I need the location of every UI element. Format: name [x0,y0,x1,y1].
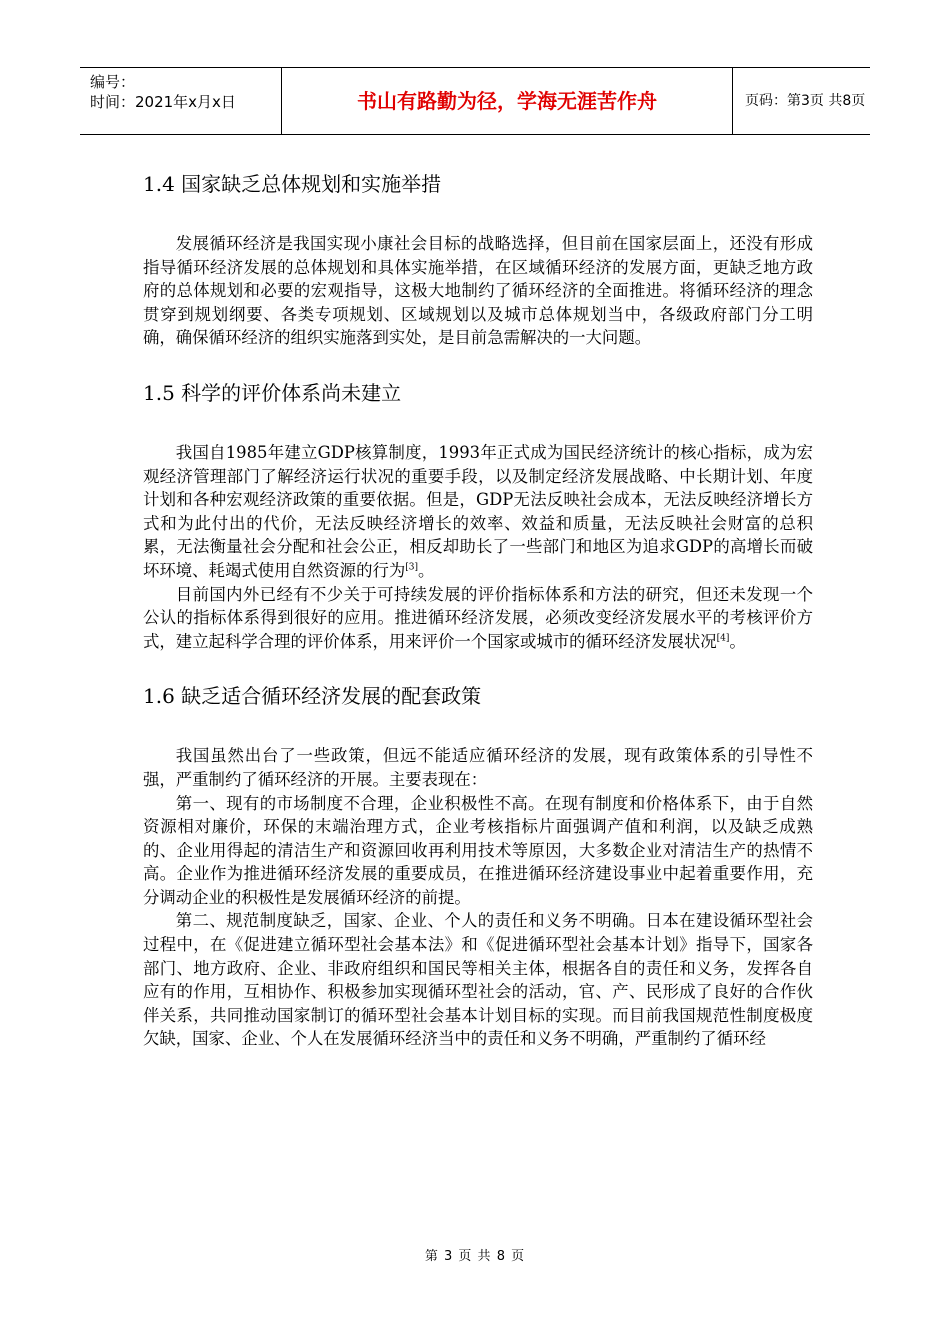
paragraph: 第二、规范制度缺乏，国家、企业、个人的责任和义务不明确。日本在建设循环型社会过程中，在《促进建立循环型社会基本法》和《促进循环型社会基本计划》指导下，国家各部门、地方政府、企业、非政府组织和国民等相关主体，根据各自的责任和义务，发挥各自应有的作用，互相协作、积极参加实现循环型社会的活动，官、产、民形成了良好的合作伙伴关系，共同推动国家制订的循环型社会基本计划目标的实现。而目前我国规范性制度极度欠缺，国家、企业、个人在发展循环经济当中的责任和义务不明确，严重制约了循环经 [143,911,813,1049]
paragraph-text: 目前国内外已经有不少关于可持续发展的评价指标体系和方法的研究，但还未发现一个公认的指标体系得到很好的应用。推进循环经济发展，必须改变经济发展水平的考核评价方式，建立起科学合理的评价体系，用来评价一个国家或城市的循环经济发展状况 [143,584,813,651]
section-heading: 1.6 缺乏适合循环经济发展的配套政策 [143,684,482,709]
header-motto: 书山有路勤为径，学海无涯苦作舟 [282,68,733,134]
paragraph: 我国虽然出台了一些政策，但远不能适应循环经济的发展，现有政策体系的引导性不强，严重制约了循环经济的开展。主要表现在： [143,746,813,789]
paragraph: 第一、现有的市场制度不合理，企业积极性不高。在现有制度和价格体系下，由于自然资源相对廉价，环保的末端治理方式，企业考核指标片面强调产值和利润，以及缺乏成熟的、企业用得起的清洁生产和资源回收再利用技术等原因，大多数企业对清洁生产的热情不高。企业作为推进循环经济发展的重要成员，在推进循环经济建设事业中起着重要作用，充分调动企业的积极性是发展循环经济的前提。 [143,793,813,907]
paragraph [143,441,813,583]
page-header [80,67,870,135]
header-meta [80,68,282,134]
paragraph-end: 。 [418,560,435,580]
paragraph-text: 我国自1985年建立GDP核算制度，1993年正式成为国民经济统计的核心指标，成为宏观经济管理部门了解经济运行状况的重要手段，以及制定经济发展战略、中长期计划、年度计划和各种宏观经济政策的重要依据。但是，GDP无法反映社会成本，无法反映经济增长方式和为此付出的代价，无法反映经济增长的效率、效益和质量，无法反映社会财富的总积累，无法衡量社会分配和社会公正，相反却助长了一些部门和地区为追求GDP的高增长而破坏环境、耗竭式使用自然资源的行为 [143,442,813,580]
document-body [143,168,813,1051]
paragraph [143,583,813,654]
paragraph-end: 。 [729,631,746,651]
page-footer: 第 3 页 共 8 页 [424,1249,526,1264]
header-time-label: 时间：2021年x月x日 [90,93,236,111]
section-heading: 1.4 国家缺乏总体规划和实施举措 [143,172,442,196]
section-heading: 1.5 科学的评价体系尚未建立 [143,380,402,405]
paragraph: 发展循环经济是我国实现小康社会目标的战略选择，但目前在国家层面上，还没有形成指导循环经济发展的总体规划和具体实施举措，在区域循环经济的发展方面，更缺乏地方政府的总体规划和必要的宏观指导，这极大地制约了循环经济的全面推进。将循环经济的理念贯穿到规划纲要、各类专项规划、区域规划以及城市总体规划当中，各级政府部门分工明确，确保循环经济的组织实施落到实处，是目前急需解决的一大问题。 [143,234,813,348]
header-page-label: 页码：第3页 共8页 [745,93,866,109]
citation-ref: [3] [405,562,418,573]
citation-ref: [4] [716,633,730,644]
header-number-label: 编号： [90,73,136,91]
